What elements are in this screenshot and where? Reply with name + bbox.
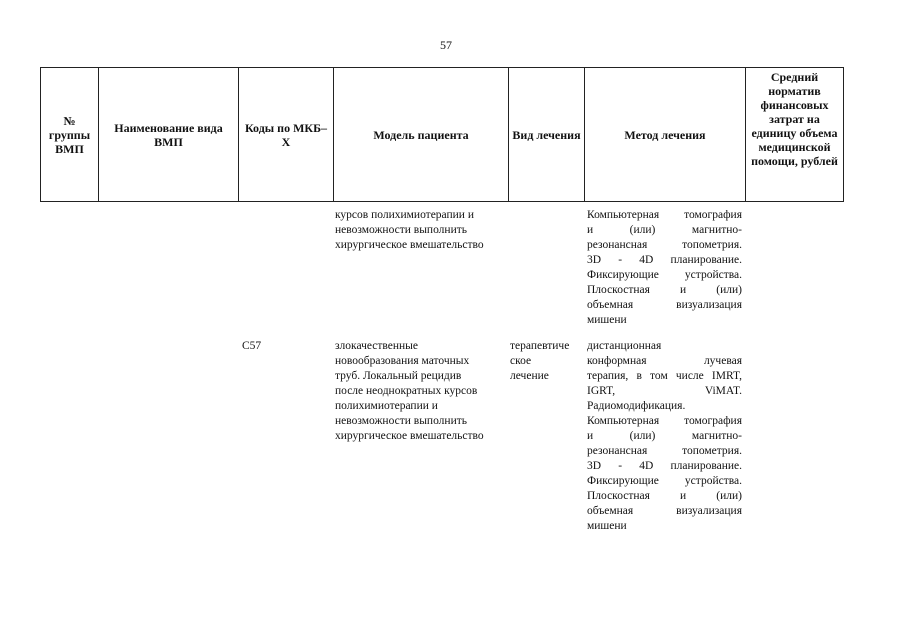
header-treatment-type: Вид лечения <box>508 68 584 201</box>
text-line: конформная лучевая <box>587 355 742 367</box>
text-line: курсов полихимиотерапии и <box>335 209 474 221</box>
row2-patient-model <box>335 339 507 444</box>
header-patient-model: Модель пациента <box>333 68 508 201</box>
text-line: Фиксирующие устройства. <box>587 475 742 487</box>
text-line: мишени <box>587 520 627 532</box>
text-line: новообразования маточных <box>335 355 470 367</box>
text-line: терапевтиче <box>510 340 570 352</box>
row1-treatment-method <box>587 208 742 328</box>
text-line: и (или) магнитно- <box>587 224 742 236</box>
text-line: лечение <box>510 370 549 382</box>
text-line: невозможности выполнить <box>335 415 468 427</box>
header-group-number: № группы ВМП <box>48 113 91 156</box>
text-line: резонансная топометрия. <box>587 239 742 251</box>
text-line: 3D - 4D планирование. <box>587 460 742 472</box>
text-line: объемная визуализация <box>587 299 742 311</box>
text-line: злокачественные <box>335 340 418 352</box>
text-line: и (или) магнитно- <box>587 430 742 442</box>
page-number: 57 <box>440 38 452 52</box>
header-cost-norm: Средний норматив финансовых затрат на единицу объема медицинской помощи, рублей <box>745 68 843 201</box>
text-line: резонансная топометрия. <box>587 445 742 457</box>
text-line: после неоднократных курсов <box>335 385 478 397</box>
text-line: Компьютерная томография <box>587 209 742 221</box>
text-line: хирургическое вмешательство <box>335 430 484 442</box>
text-line: ское <box>510 355 532 367</box>
text-line: хирургическое вмешательство <box>335 239 484 251</box>
header-icd-codes: Коды по МКБ–Х <box>238 68 333 201</box>
text-line: 3D - 4D планирование. <box>587 254 742 266</box>
header-vmp-name: Наименование вида ВМП <box>98 68 238 201</box>
text-line: Компьютерная томография <box>587 415 742 427</box>
text-line: Плоскостная и (или) <box>587 490 742 502</box>
text-line: полихимиотерапии и <box>335 400 438 412</box>
text-line: Фиксирующие устройства. <box>587 269 742 281</box>
text-line: труб. Локальный рецидив <box>335 370 462 382</box>
text-line: мишени <box>587 314 627 326</box>
text-line: Радиомодификация. <box>587 400 686 412</box>
text-line: объемная визуализация <box>587 505 742 517</box>
text-line: терапия, в том числе IMRT, <box>587 370 742 382</box>
text-line: IGRT, ViMAT. <box>587 385 742 397</box>
table-header <box>40 67 844 202</box>
header-treatment-method: Метод лечения <box>584 68 745 201</box>
text-line: дистанционная <box>587 340 662 352</box>
text-line: Плоскостная и (или) <box>587 284 742 296</box>
row1-patient-model <box>335 208 507 253</box>
text-line: невозможности выполнить <box>335 224 468 236</box>
row2-treatment-method <box>587 339 742 534</box>
row2-icd-code: C57 <box>242 340 262 352</box>
row2-treatment-type <box>510 339 584 384</box>
